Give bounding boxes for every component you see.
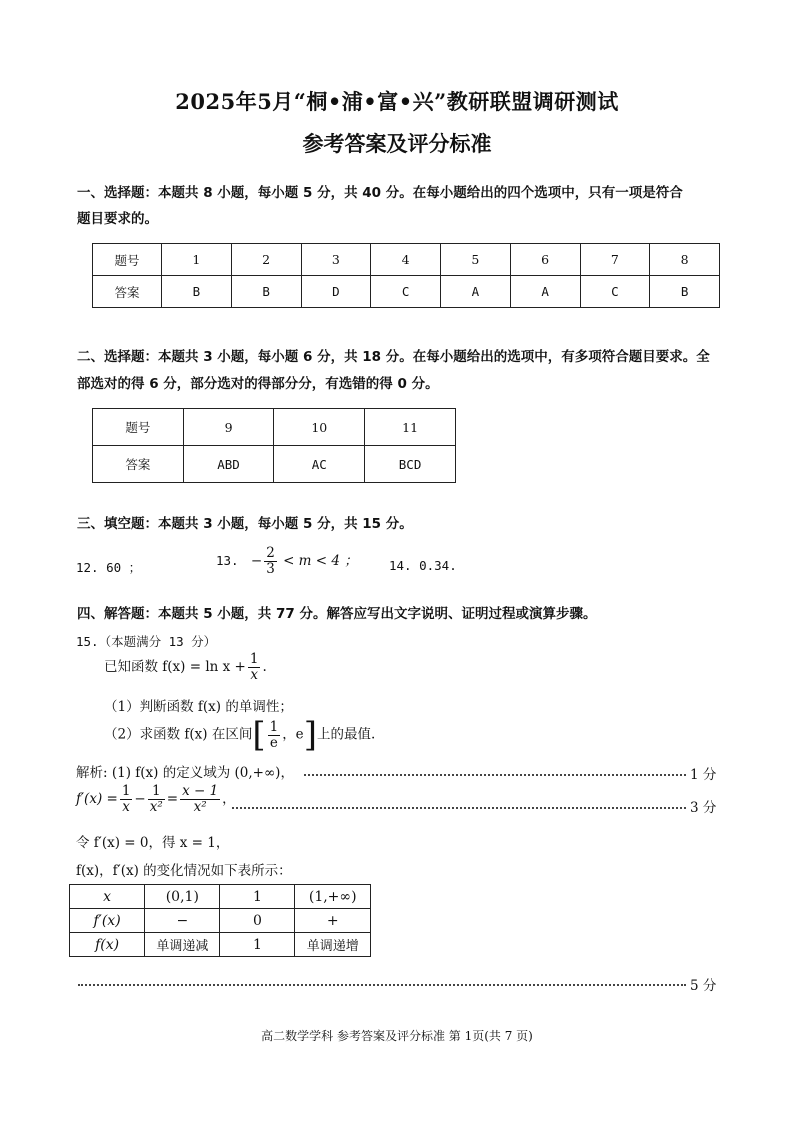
vt-cell: (0,1): [145, 885, 220, 909]
section4-heading: 四、解答题：本题共 5 小题，共 77 分。解答应写出文字说明、证明过程或演算步骤。: [77, 606, 597, 622]
section1-num: 1: [162, 244, 232, 276]
vt-cell: 单调递增: [295, 933, 371, 957]
section2-label-num: 题号: [93, 409, 184, 446]
q15-given: [104, 652, 267, 683]
section1-ans: B: [231, 276, 301, 308]
section1-ans: A: [441, 276, 511, 308]
section1-answer-row: [93, 276, 720, 308]
variation-row-function: [70, 933, 371, 957]
q15-part1: （1）判断函数 f(x) 的单调性；: [104, 699, 293, 715]
deriv-d3: x²: [193, 798, 207, 815]
section1-num: 7: [580, 244, 650, 276]
section1-heading-line2: 题目要求的。: [77, 211, 158, 227]
q13-fraction: [264, 546, 277, 577]
section1-num: 5: [441, 244, 511, 276]
vt-cell: x: [70, 885, 145, 909]
section2-heading-line1: 二、选择题：本题共 3 小题，每小题 6 分，共 18 分。在每小题给出的选项中，有多项符合题目要求。全: [77, 349, 710, 365]
section2-answer-row: [93, 446, 456, 483]
section1-ans: C: [371, 276, 441, 308]
section1-answer-table: [92, 243, 720, 308]
section1-num: 4: [371, 244, 441, 276]
variation-row-x: [70, 885, 371, 909]
q15-given-fraction: [248, 652, 261, 683]
solution-zero: 令 f′(x) = 0，得 x = 1，: [76, 835, 230, 851]
vt-cell: −: [145, 909, 220, 933]
section2-heading-line2: 部选对的得 6 分，部分选对的得部分分，有选错的得 0 分。: [77, 376, 439, 392]
q15-part2-fraction: [268, 720, 281, 751]
q13-inequality: < m < 4 ；: [283, 552, 358, 569]
q15-part2: [104, 715, 376, 755]
deriv-n1: 1: [121, 783, 131, 799]
variation-row-derivative: [70, 909, 371, 933]
deriv-eq: =: [166, 790, 179, 807]
section2-num: 9: [183, 409, 274, 446]
answer-q12: 12. 60 ；: [76, 560, 142, 575]
deriv-n2: 1: [148, 784, 165, 800]
score-3: 5 分: [690, 978, 717, 994]
q15-given-den: x: [250, 666, 258, 683]
page-subtitle: 参考答案及评分标准: [302, 131, 492, 156]
section1-ans: B: [650, 276, 720, 308]
score-leader-1: [304, 774, 686, 776]
deriv-comma: ，: [222, 790, 236, 807]
vt-cell: 1: [220, 933, 295, 957]
vt-cell: 1: [220, 885, 295, 909]
q15-part2-suffix: 上的最值.: [316, 726, 376, 743]
section3-heading: 三、填空题：本题共 3 小题，每小题 5 分，共 15 分。: [77, 516, 413, 532]
answer-q13: [216, 546, 358, 577]
q15-part2-num: 1: [269, 718, 279, 735]
deriv-fraction-3: [180, 784, 220, 815]
q15-part2-den: e: [269, 734, 278, 751]
section2-ans: AC: [274, 446, 365, 483]
section2-num: 10: [274, 409, 365, 446]
section1-ans: B: [162, 276, 232, 308]
answer-q14: 14. 0.34.: [389, 558, 457, 573]
section1-num: 8: [650, 244, 720, 276]
section1-ans: A: [510, 276, 580, 308]
solution-domain: 解析: (1) f(x) 的定义域为 (0,+∞)，: [76, 765, 294, 781]
deriv-fraction-1: [120, 784, 133, 815]
deriv-minus: −: [134, 790, 146, 807]
vt-cell: f(x): [70, 933, 145, 957]
q13-label: 13.: [216, 552, 239, 568]
section2-number-row: [93, 409, 456, 446]
section2-ans: BCD: [365, 446, 456, 483]
q13-fraction-den: 3: [266, 560, 275, 577]
deriv-n3: x − 1: [182, 783, 219, 799]
vt-cell: 0: [220, 909, 295, 933]
section1-num: 3: [301, 244, 371, 276]
vt-cell: f′(x): [70, 909, 145, 933]
section1-ans: C: [580, 276, 650, 308]
deriv-lhs: f′(x) =: [76, 790, 118, 807]
score-leader-2: [232, 807, 686, 809]
variation-table: [69, 884, 371, 957]
section1-num: 2: [231, 244, 301, 276]
solution-table-intro: f(x)，f′(x) 的变化情况如下表所示：: [76, 863, 292, 879]
deriv-d2: x²: [149, 798, 163, 815]
section2-num: 11: [365, 409, 456, 446]
section2-answer-table: [92, 408, 456, 483]
q15-part2-prefix: （2）求函数 f(x) 在区间: [104, 726, 253, 743]
section2-ans: ABD: [183, 446, 274, 483]
section1-label-ans: 答案: [93, 276, 162, 308]
score-leader-3: [78, 984, 686, 986]
vt-cell: 单调递减: [145, 933, 220, 957]
solution-derivative: [76, 784, 236, 815]
q15-title: 15.（本题满分 13 分）: [76, 634, 217, 649]
section1-number-row: [93, 244, 720, 276]
page-title: 2025年5月“桐•浦•富•兴”教研联盟调研测试: [175, 89, 619, 114]
section1-heading-line1: 一、选择题：本题共 8 小题，每小题 5 分，共 40 分。在每小题给出的四个选项中，只有一项是符合: [77, 185, 683, 201]
q15-given-prefix: 已知函数 f(x) = ln x +: [104, 658, 246, 675]
q13-fraction-num: 2: [266, 545, 275, 561]
score-2: 3 分: [690, 800, 717, 816]
vt-cell: (1,+∞): [295, 885, 371, 909]
q15-part2-mid: ，e: [282, 726, 304, 743]
right-bracket: ]: [303, 715, 317, 755]
deriv-d1: x: [122, 798, 130, 815]
score-1: 1 分: [690, 767, 717, 783]
page-footer: 高二数学学科 参考答案及评分标准 第 1页(共 7 页): [261, 1029, 533, 1043]
section1-num: 6: [510, 244, 580, 276]
left-bracket: [: [252, 715, 266, 755]
section2-label-ans: 答案: [93, 446, 184, 483]
section1-label-num: 题号: [93, 244, 162, 276]
deriv-fraction-2: [148, 784, 165, 815]
q13-minus: −: [250, 552, 263, 569]
section1-ans: D: [301, 276, 371, 308]
q15-given-num: 1: [249, 651, 259, 667]
vt-cell: +: [295, 909, 371, 933]
q15-given-suffix: .: [262, 658, 267, 675]
